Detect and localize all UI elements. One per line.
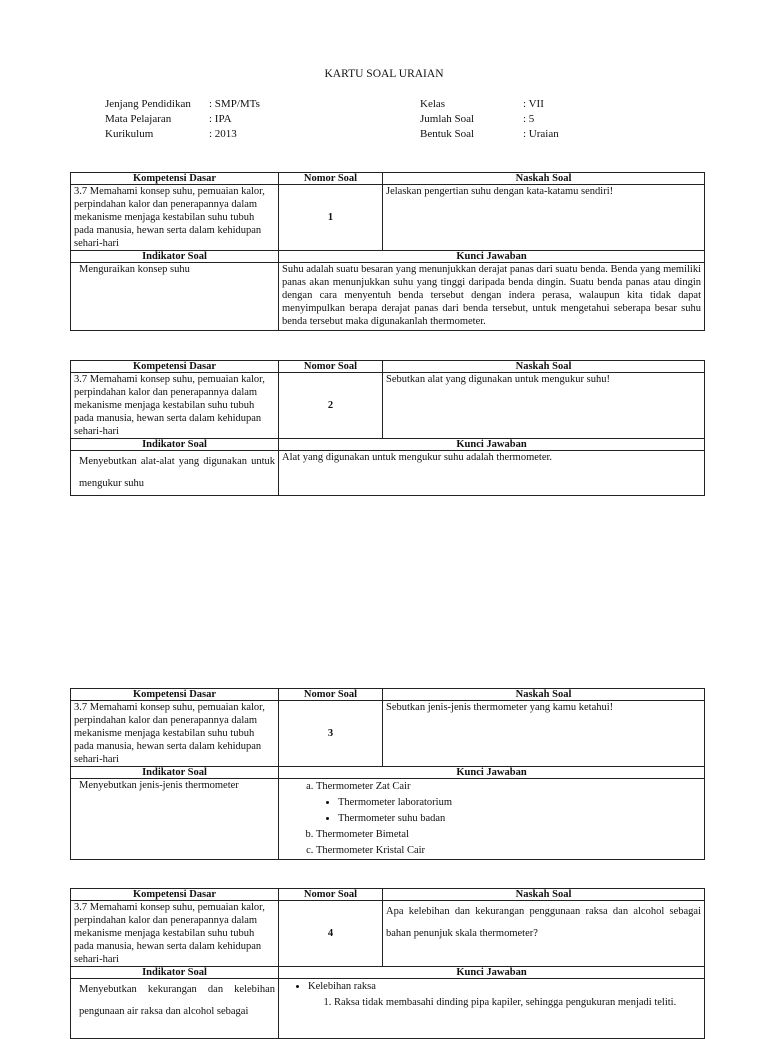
nomor-header: Nomor Soal bbox=[279, 889, 383, 901]
answer-text: Alat yang digunakan untuk mengukur suhu adalah thermometer. bbox=[279, 451, 705, 496]
answer-sub-list bbox=[316, 795, 701, 827]
list-item: • Thermometer suhu badan bbox=[338, 811, 701, 827]
meta-value: : 5 bbox=[523, 113, 535, 125]
answer-list bbox=[279, 779, 705, 860]
kunci-header: Kunci Jawaban bbox=[279, 439, 705, 451]
question-card-2 bbox=[70, 360, 705, 496]
kd-text: 3.7 Memahami konsep suhu, pemuaian kalor, perpindahan kalor dan penerapannya dalam mekanisme menjaga kestabilan suhu tubuh pada manusia, hewan serta dalam kehidupan sehari-hari bbox=[71, 701, 279, 767]
indikator-text: Menyebutkan kekurangan dan kelebihan pengunaan air raksa dan alcohol sebagai bbox=[71, 979, 279, 1039]
meta-left bbox=[105, 98, 260, 143]
kd-text: 3.7 Memahami konsep suhu, pemuaian kalor, perpindahan kalor dan penerapannya dalam mekanisme menjaga kestabilan suhu tubuh pada manusia, hewan serta dalam kehidupan sehari-hari bbox=[71, 901, 279, 967]
list-item: 1. Raksa tidak membasahi dinding pipa kapiler, sehingga pengukuran menjadi teliti. bbox=[334, 995, 701, 1011]
naskah-header: Naskah Soal bbox=[383, 889, 705, 901]
meta-label: Jenjang Pendidikan bbox=[105, 98, 191, 110]
meta-label: Bentuk Soal bbox=[420, 128, 475, 140]
kunci-header: Kunci Jawaban bbox=[279, 251, 705, 263]
question-card-4 bbox=[70, 888, 705, 1039]
answer-list bbox=[279, 979, 705, 1039]
question-text: Apa kelebihan dan kekurangan penggunaan raksa dan alcohol sebagai bahan penunjuk skala thermometer? bbox=[383, 901, 705, 967]
nomor-header: Nomor Soal bbox=[279, 173, 383, 185]
answer-bullet-list bbox=[282, 979, 701, 1011]
kunci-header: Kunci Jawaban bbox=[279, 767, 705, 779]
kd-header: Kompetensi Dasar bbox=[71, 361, 279, 373]
list-item bbox=[308, 979, 701, 1011]
meta-value: : VII bbox=[523, 98, 544, 110]
kunci-header: Kunci Jawaban bbox=[279, 967, 705, 979]
kd-header: Kompetensi Dasar bbox=[71, 173, 279, 185]
naskah-header: Naskah Soal bbox=[383, 173, 705, 185]
indikator-text: Menyebutkan alat-alat yang digunakan untuk mengukur suhu bbox=[71, 451, 279, 496]
question-text: Jelaskan pengertian suhu dengan kata-katamu sendiri! bbox=[383, 185, 705, 251]
answer-numbered-list bbox=[308, 995, 701, 1011]
indikator-header: Indikator Soal bbox=[71, 251, 279, 263]
indikator-text: Menguraikan konsep suhu bbox=[71, 263, 279, 331]
list-item bbox=[316, 779, 701, 827]
naskah-header: Naskah Soal bbox=[383, 361, 705, 373]
answer-text: Suhu adalah suatu besaran yang menunjukkan derajat panas dari suatu benda. Benda yang memiliki panas akan menunjukkan suhu yang tinggi daripada benda dingin. Suatu benda panas atau dingin dengan cara menyentuh benda tersebut dengan indera perasa, walaupun kita tidak dapat menyimpulkan berapa derajat panas dari benda tersebut, untuk mengetahui seberapa besar suhu benda tersebut maka digunakanlah thermometer. bbox=[279, 263, 705, 331]
meta-label: Kelas bbox=[420, 98, 446, 110]
meta-value: : SMP/MTs bbox=[209, 98, 260, 110]
nomor-header: Nomor Soal bbox=[279, 689, 383, 701]
list-item: b. Thermometer Bimetal bbox=[316, 827, 701, 843]
meta-label: Mata Pelajaran bbox=[105, 113, 172, 125]
page-title: KARTU SOAL URAIAN bbox=[324, 68, 444, 80]
nomor-header: Nomor Soal bbox=[279, 361, 383, 373]
kd-header: Kompetensi Dasar bbox=[71, 889, 279, 901]
meta-value: : Uraian bbox=[523, 128, 559, 140]
kd-text: 3.7 Memahami konsep suhu, pemuaian kalor, perpindahan kalor dan penerapannya dalam mekanisme menjaga kestabilan suhu tubuh pada manusia, hewan serta dalam kehidupan sehari-hari bbox=[71, 373, 279, 439]
list-item: c. Thermometer Kristal Cair bbox=[316, 843, 701, 859]
naskah-header: Naskah Soal bbox=[383, 689, 705, 701]
list-item-text: Thermometer Zat Cair bbox=[316, 781, 411, 792]
kd-text: 3.7 Memahami konsep suhu, pemuaian kalor, perpindahan kalor dan penerapannya dalam mekanisme menjaga kestabilan suhu tubuh pada manusia, hewan serta dalam kehidupan sehari-hari bbox=[71, 185, 279, 251]
meta-label: Kurikulum bbox=[105, 128, 154, 140]
question-text: Sebutkan jenis-jenis thermometer yang kamu ketahui! bbox=[383, 701, 705, 767]
question-number: 3 bbox=[279, 701, 383, 767]
question-number: 2 bbox=[279, 373, 383, 439]
indikator-header: Indikator Soal bbox=[71, 767, 279, 779]
answer-alpha-list bbox=[282, 779, 701, 859]
question-card-1 bbox=[70, 172, 705, 331]
indikator-header: Indikator Soal bbox=[71, 439, 279, 451]
meta-right bbox=[420, 98, 559, 143]
kd-header: Kompetensi Dasar bbox=[71, 689, 279, 701]
meta-value: : 2013 bbox=[209, 128, 237, 140]
indikator-text: Menyebutkan jenis-jenis thermometer bbox=[71, 779, 279, 860]
meta-label: Jumlah Soal bbox=[420, 113, 475, 125]
question-number: 1 bbox=[279, 185, 383, 251]
question-number: 4 bbox=[279, 901, 383, 967]
question-text: Sebutkan alat yang digunakan untuk mengukur suhu! bbox=[383, 373, 705, 439]
list-item-text: Kelebihan raksa bbox=[308, 981, 376, 992]
meta-value: : IPA bbox=[209, 113, 232, 125]
indikator-header: Indikator Soal bbox=[71, 967, 279, 979]
list-item: • Thermometer laboratorium bbox=[338, 795, 701, 811]
question-card-3 bbox=[70, 688, 705, 860]
